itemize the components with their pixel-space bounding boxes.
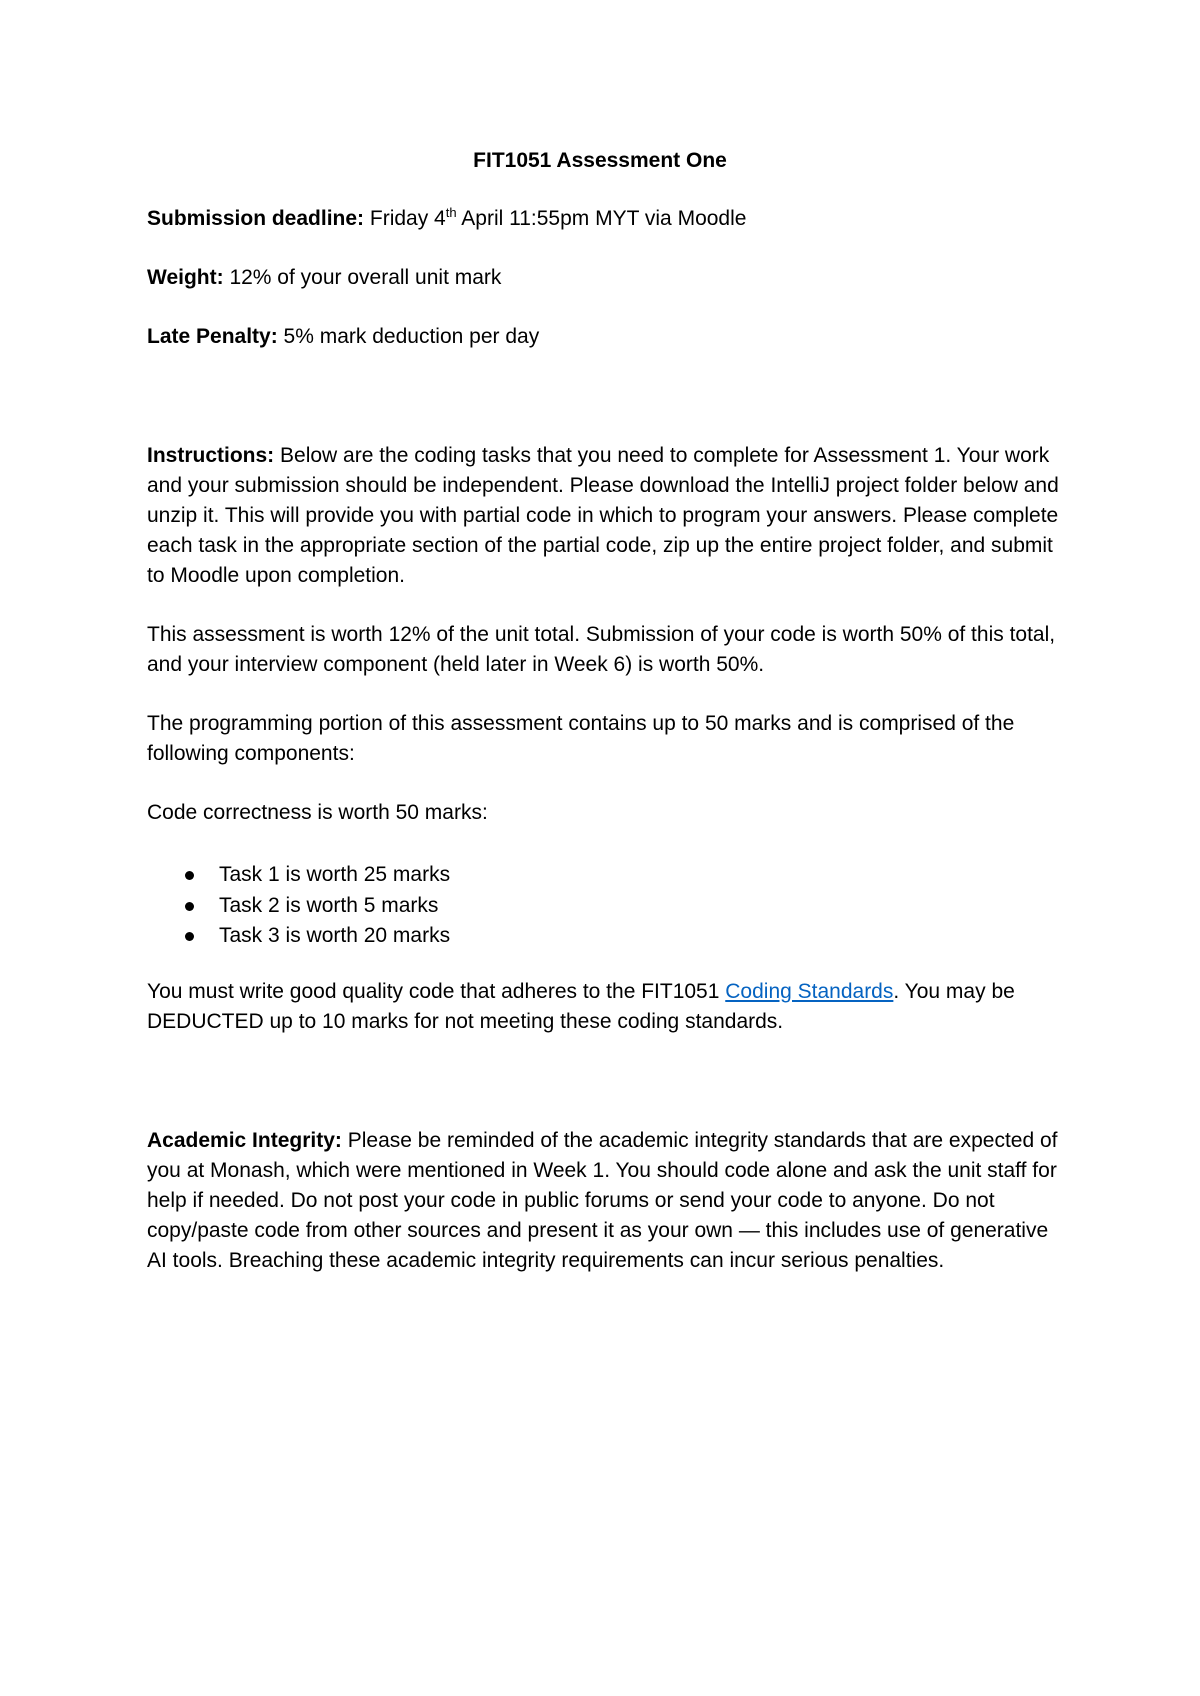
late-penalty-text: 5% mark deduction per day — [277, 325, 540, 348]
worth-paragraph: This assessment is worth 12% of the unit total. Submission of your code is worth 50% of this total, and your interview component (held later in Week 6) is worth 50%. — [147, 623, 1056, 676]
weight-line — [147, 263, 1067, 293]
task-text: Task 1 is worth 25 marks — [219, 863, 451, 886]
programming-paragraph: The programming portion of this assessment contains up to 50 marks and is comprised of the following components: — [147, 712, 1015, 765]
late-penalty-line — [147, 322, 1067, 352]
instructions-paragraph — [147, 441, 1067, 591]
instructions-label: Instructions: — [147, 444, 275, 467]
submission-deadline-label: Submission deadline: — [147, 207, 365, 230]
correctness-heading: Code correctness is worth 50 marks: — [147, 801, 488, 824]
academic-integrity-text: Please be reminded of the academic integrity standards that are expected of you at Monash, which were mentioned in Week 1. You should code alone and ask the unit staff for help if needed. Do not post your code in public forums or send your code to anyone. Do not copy/paste code from other sources and present it as your own — this includes use of generative AI tools. Breaching these academic integrity requirements can incur serious penalties. — [147, 1129, 1058, 1272]
list-item — [147, 891, 947, 922]
bullet-icon — [185, 871, 194, 880]
submission-deadline-text-a: Friday 4 — [364, 207, 446, 230]
task-text: Task 3 is worth 20 marks — [219, 924, 451, 947]
academic-integrity-paragraph — [147, 1126, 1067, 1276]
ordinal-suffix: th — [445, 205, 457, 220]
coding-standards-text-a: You must write good quality code that adheres to the FIT1051 — [147, 980, 726, 1003]
bullet-icon — [185, 902, 194, 911]
coding-standards-paragraph — [147, 977, 1067, 1037]
late-penalty-label: Late Penalty: — [147, 325, 278, 348]
list-item — [147, 860, 947, 891]
instructions-text: Below are the coding tasks that you need to complete for Assessment 1. Your work and your submission should be independent. Please download the IntelliJ project folder below and unzip it. This will provide you with partial code in which to program your answers. Please complete each task in the appropriate section of the partial code, zip up the entire project folder, and submit to Moodle upon completion. — [147, 444, 1059, 587]
task-text: Task 2 is worth 5 marks — [219, 893, 439, 917]
academic-integrity-label: Academic Integrity: — [147, 1129, 342, 1152]
submission-deadline-text-b: April 11:55pm MYT via Moodle — [456, 207, 747, 230]
weight-label: Weight: — [147, 266, 224, 289]
bullet-icon — [185, 932, 194, 941]
coding-standards-text-b: . You may be DEDUCTED up to 10 marks for not meeting these coding standards. — [147, 980, 1015, 1033]
task-list — [147, 860, 947, 952]
list-item — [147, 921, 947, 952]
coding-standards-link[interactable]: Coding Standards — [725, 980, 894, 1003]
document-title: FIT1051 Assessment One — [473, 149, 727, 172]
submission-deadline-line — [147, 204, 1067, 234]
weight-text: 12% of your overall unit mark — [223, 266, 502, 289]
